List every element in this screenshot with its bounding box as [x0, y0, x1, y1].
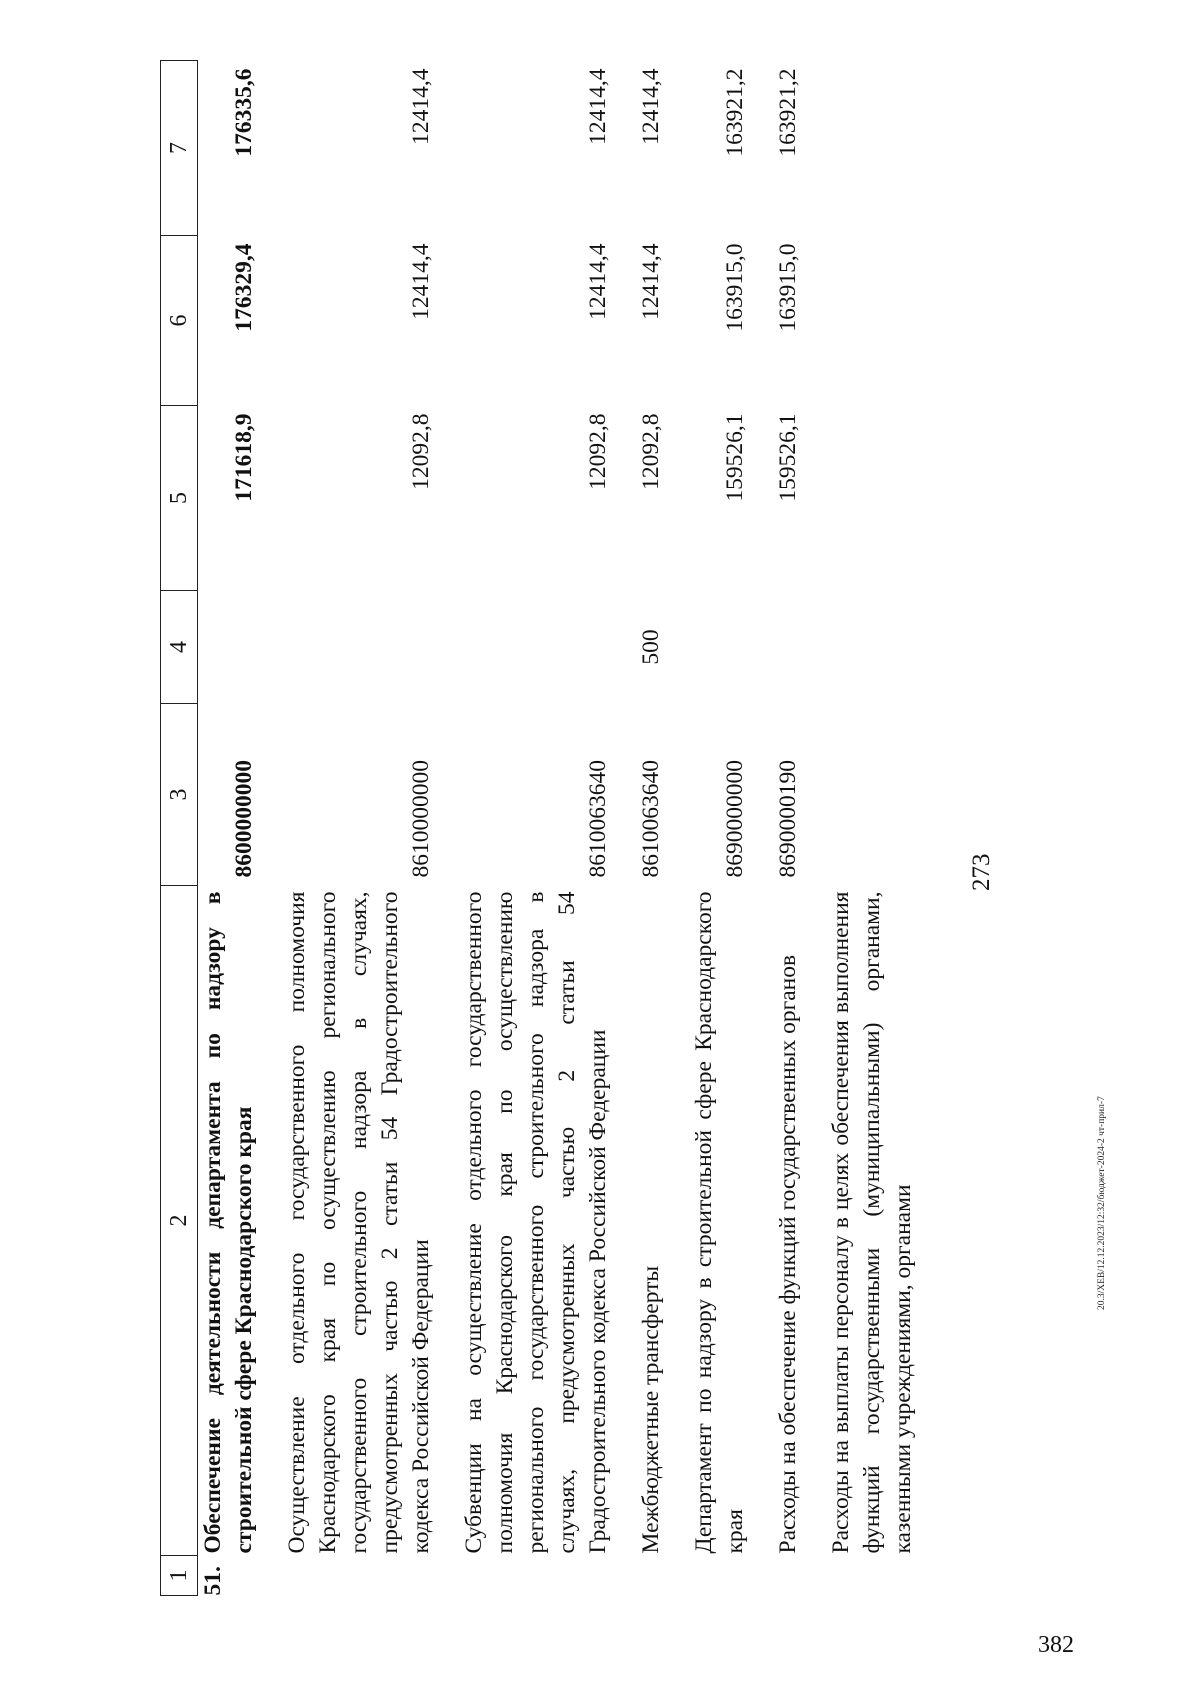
row-value-7: 12414,4	[585, 68, 611, 145]
row-value-5	[826, 406, 919, 591]
row-vr	[773, 591, 804, 704]
table-row	[282, 61, 437, 1596]
table-header-row	[161, 61, 198, 1596]
row-value-7: 12414,4	[408, 68, 434, 145]
row-vr	[282, 591, 437, 704]
row-name: Расходы на выплаты персоналу в целях обеспечения выполнения функций государственными (муниципальными) органами, казенными учреждениями, органами	[828, 891, 916, 1554]
sheet-number: 382	[1038, 1632, 1074, 1658]
row-value-6: 12414,4	[585, 243, 611, 320]
row-value-6: 12414,4	[638, 243, 664, 320]
row-name: Субвенции на осуществление отдельного государственного полномочия Краснодарского края по осуществлению регионального государственного строительного надзора в случаях, предусмотренных частью 2 статьи 54 Градостроительного кодекса Российской Федерации	[461, 891, 611, 1554]
row-value-6: 163915,0	[722, 243, 748, 332]
header-col-2: 2	[161, 886, 198, 1556]
row-code: 8690000000	[722, 760, 748, 878]
row-index	[459, 1556, 614, 1596]
rotated-content	[160, 56, 1060, 1596]
row-vr: 500	[638, 629, 664, 665]
row-value-5: 12092,8	[585, 413, 611, 490]
table-row	[198, 61, 261, 1596]
row-code: 8610063640	[585, 760, 611, 878]
row-code	[826, 704, 919, 886]
table-row	[636, 61, 667, 1596]
row-index	[773, 1556, 804, 1596]
header-col-5: 5	[161, 406, 198, 591]
table-row	[773, 61, 804, 1596]
row-vr	[826, 591, 919, 704]
row-index	[282, 1556, 437, 1596]
row-vr	[198, 591, 261, 704]
header-col-7: 7	[161, 61, 198, 236]
row-value-5: 171618,9	[231, 413, 257, 502]
row-value-7: 12414,4	[638, 68, 664, 145]
row-code: 8690000190	[775, 760, 801, 878]
row-vr	[459, 591, 614, 704]
row-value-5: 12092,8	[408, 413, 434, 490]
row-value-6: 163915,0	[775, 243, 801, 332]
header-col-4: 4	[161, 591, 198, 704]
table-row	[826, 61, 919, 1596]
row-code: 8610000000	[408, 760, 434, 878]
row-value-7: 163921,2	[775, 68, 801, 157]
row-value-5: 159526,1	[775, 413, 801, 502]
row-value-6: 176329,4	[231, 243, 257, 332]
row-name: Осуществление отдельного государственного полномочия Краснодарского края по осуществлению регионального государственного строительного надзора в случаях, предусмотренных частью 2 статьи 54 Градостроительного кодекса Российской Федерации	[284, 891, 434, 1554]
footer-stamp: 20.3/ХЕВ/12.12.2023/12:32/бюджет-2024-2 чт-прил-7	[1097, 1096, 1107, 1310]
row-index	[689, 1556, 751, 1596]
row-name: Расходы на обеспечение функций государственных органов	[775, 954, 801, 1554]
row-index	[826, 1556, 919, 1596]
row-value-6	[826, 236, 919, 406]
row-vr	[689, 591, 751, 704]
header-col-6: 6	[161, 236, 198, 406]
row-value-7	[826, 61, 919, 236]
row-name: Межбюджетные трансферты	[638, 1265, 664, 1554]
row-index	[636, 1556, 667, 1596]
row-value-6: 12414,4	[408, 243, 434, 320]
row-name: Департамент по надзору в строительной сфере Краснодарского края	[691, 891, 748, 1554]
row-code: 8610063640	[638, 760, 664, 878]
table-row	[689, 61, 751, 1596]
header-col-3: 3	[161, 704, 198, 886]
budget-table	[160, 60, 919, 1596]
row-code: 8600000000	[231, 760, 257, 878]
row-value-7: 163921,2	[722, 68, 748, 157]
row-name: Обеспечение деятельности департамента по надзору в строительной сфере Краснодарского края	[200, 891, 257, 1554]
row-index: 51.	[200, 1566, 226, 1596]
row-value-5: 12092,8	[638, 413, 664, 490]
header-col-1: 1	[161, 1556, 198, 1596]
row-value-5: 159526,1	[722, 413, 748, 502]
row-value-7: 176335,6	[231, 68, 257, 157]
page-number: 273	[968, 853, 995, 891]
table-row	[459, 61, 614, 1596]
